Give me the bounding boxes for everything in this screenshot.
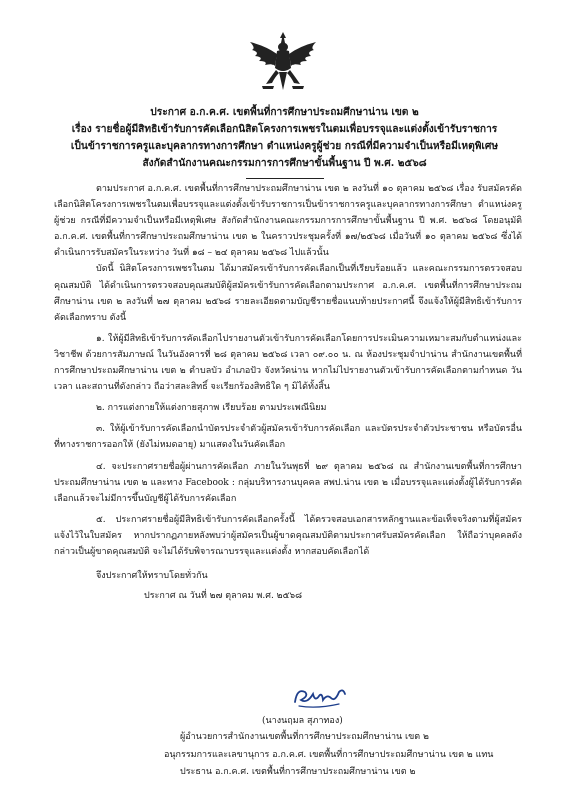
title-divider [246, 178, 324, 179]
item-paragraph: ๒. การแต่งกายให้แต่งกายสุภาพ เรียบร้อย ตามประเพณีนิยม [96, 403, 327, 414]
signatory-name: (นางนฤมล สุภาทอง) [262, 716, 343, 726]
title-line: ประกาศ อ.ก.ค.ศ. เขตพื้นที่การศึกษาประถมศึกษาน่าน เขต ๒ [150, 106, 419, 118]
closing-text: จึงประกาศให้ทราบโดยทั่วกัน [96, 571, 208, 582]
item-paragraph: ๑. ให้ผู้มีสิทธิเข้ารับการคัดเลือกไปรายงานตัวเข้ารับการคัดเลือกโดยการประเมินความเหมาะสมกับตำแหน่งและวิชาชีพ ด้วยการสัมภาษณ์ ในวันอังคารที่ ๒๘ ตุลาคม ๒๕๖๘ เวลา ๐๙.๐๐ น. ณ ห้องประชุมจำปาน่าน สำนักงานเขตพื้นที่การศึกษาประถมศึกษาน่าน เขต ๒ ตำบลบัว อำเภอปัว จังหวัดน่าน หากไม่ไปรายงานตัวเข้ารับการคัดเลือกตามกำหนด วัน เวลา และสถานที่ดังกล่าว ถือว่าสละสิทธิ์ จะเรียกร้องสิทธิใด ๆ มิได้ทั้งสิ้น [54, 333, 522, 393]
signatory-position: ประธาน อ.ก.ค.ศ. เขตพื้นที่การศึกษาประถมศึกษาน่าน เขต ๒ [180, 767, 416, 777]
announcement-body [54, 181, 522, 604]
signatory-position: ผู้อำนวยการสำนักงานเขตพื้นที่การศึกษาประถมศึกษาน่าน เขต ๒ [180, 732, 429, 742]
title-line: เป็นข้าราชการครูและบุคลากรทางการศึกษา ตำแหน่งครูผู้ช่วย กรณีที่มีความจำเป็นหรือมีเหตุพิเศษ [70, 140, 499, 152]
title-line: สังกัดสำนักงานคณะกรรมการการศึกษาขั้นพื้นฐาน ปี พ.ศ. ๒๕๖๘ [142, 157, 427, 169]
announce-date: ประกาศ ณ วันที่ ๒๗ ตุลาคม พ.ศ. ๒๕๖๘ [144, 591, 303, 602]
handwritten-signature [289, 682, 349, 712]
intro-paragraph-2: บัดนี้ นิสิตโครงการเพชรในตม ได้มาสมัครเข้ารับการคัดเลือกเป็นที่เรียบร้อยแล้ว และคณะกรรมการตรวจสอบคุณสมบัติ ได้ดำเนินการตรวจสอบคุณสมบัติผู้สมัครเข้ารับการคัดเลือกตามประกาศ อ.ก.ค.ศ. เขตพื้นที่การศึกษาประถมศึกษาน่าน เขต ๒ ลงวันที่ ๒๗ ตุลาคม ๒๕๖๘ รายละเอียดตามบัญชีรายชื่อแนบท้ายประกาศนี้ จึงแจ้งให้ผู้มีสิทธิเข้ารับการคัดเลือกทราบ ดังนี้ [54, 264, 522, 323]
announcement-title [40, 104, 529, 172]
item-paragraph: ๕. ประกาศรายชื่อผู้มีสิทธิเข้ารับการคัดเลือกครั้งนี้ ได้ตรวจสอบเอกสารหลักฐานและข้อเท็จจริงตามที่ผู้สมัครแจ้งไว้ในใบสมัคร หากปรากฏภายหลังพบว่าผู้สมัครเป็นผู้ขาดคุณสมบัติตามประกาศรับสมัครคัดเลือก ให้ถือว่าบุคคลดังกล่าวเป็นผู้ขาดคุณสมบัติ จะไม่ได้รับพิจารณาบรรจุและแต่งตั้ง หากสอบคัดเลือกได้ [54, 514, 522, 557]
intro-paragraph: ตามประกาศ อ.ก.ค.ศ. เขตพื้นที่การศึกษาประถมศึกษาน่าน เขต ๒ ลงวันที่ ๑๐ ตุลาคม ๒๕๖๘ เรื่อง รับสมัครคัดเลือกนิสิตโครงการเพชรในตมเพื่อบรรจุและแต่งตั้งเข้ารับราชการเป็นข้าราชการครูและบุคลากรทางการศึกษา ตำแหน่งครูผู้ช่วย กรณีที่มีความจำเป็นหรือมีเหตุพิเศษ สังกัดสำนักงานคณะกรรมการการศึกษาขั้นพื้นฐาน ปี พ.ศ. ๒๕๖๘ โดยอนุมัติ อ.ก.ค.ศ. เขตพื้นที่การศึกษาประถมศึกษาน่าน เขต ๒ ในคราวประชุมครั้งที่ ๑๗/๒๕๖๘ เมื่อวันที่ ๑๐ ตุลาคม ๒๕๖๘ ซึ่งได้ดำเนินการรับสมัครในระหว่าง วันที่ ๑๘ – ๒๔ ตุลาคม ๒๕๖๘ ไปแล้วนั้น [54, 184, 522, 259]
item-paragraph: ๔. จะประกาศรายชื่อผู้ผ่านการคัดเลือก ภายในวันพุธที่ ๒๙ ตุลาคม ๒๕๖๘ ณ สำนักงานเขตพื้นที่การศึกษาประถมศึกษาน่าน เขต ๒ และทาง Facebook : กลุ่มบริหารงานบุคคล สพป.น่าน เขต ๒ เมื่อบรรจุและแต่งตั้งผู้ได้รับการคัดเลือกแล้วจะไม่มีการขึ้นบัญชีผู้ได้รับการคัดเลือก [54, 461, 522, 504]
signatory-position: อนุกรรมการและเลขานุการ อ.ก.ค.ศ. เขตพื้นที่การศึกษาประถมศึกษาน่าน เขต ๒ แทน [164, 750, 494, 760]
title-line: เรื่อง รายชื่อผู้มีสิทธิเข้ารับการคัดเลือกนิสิตโครงการเพชรในตมเพื่อบรรจุและแต่งตั้งเข้ารับราชการ [71, 123, 498, 135]
item-paragraph: ๓. ให้ผู้เข้ารับการคัดเลือกนำบัตรประจำตัวผู้สมัครเข้ารับการคัดเลือก และบัตรประจำตัวประชาชน หรือบัตรอื่นที่ทางราชการออกให้ (ยังไม่หมดอายุ) มาแสดงในวันคัดเลือก [54, 424, 522, 451]
garuda-emblem-icon [246, 32, 320, 92]
